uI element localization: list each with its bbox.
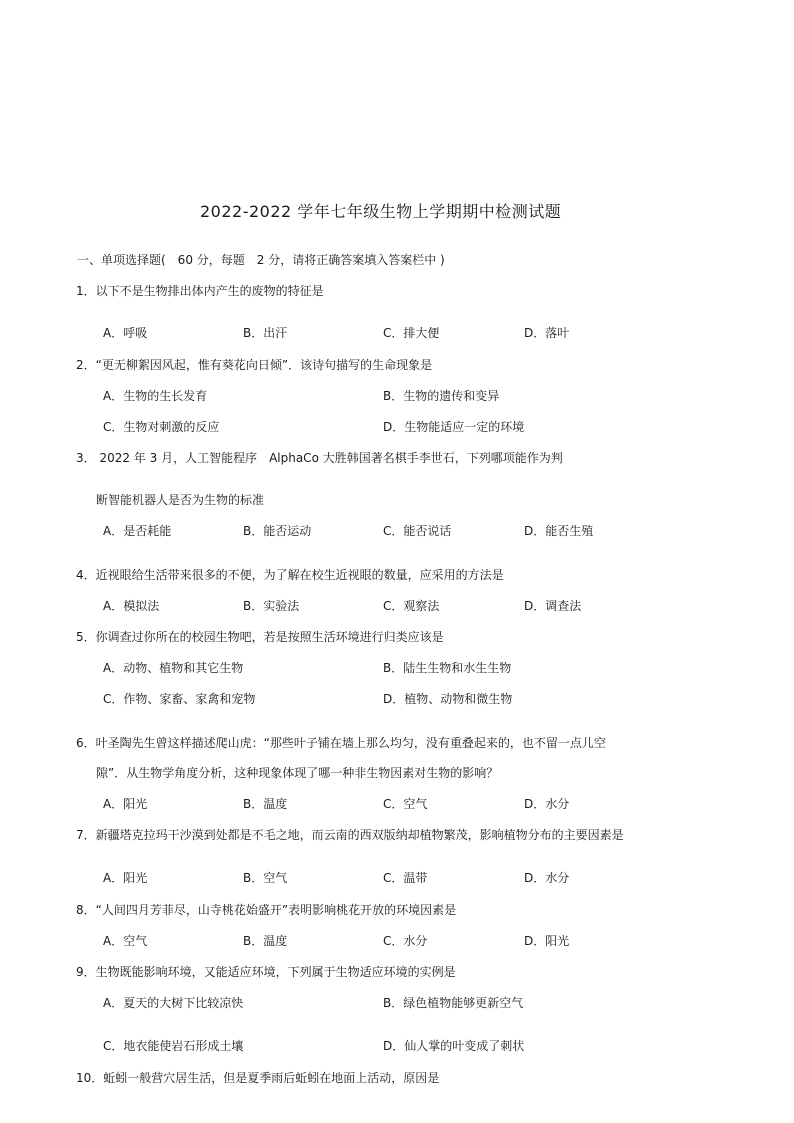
option-d: D．调查法 [524, 599, 582, 613]
question-stem: 6．叶圣陶先生曾这样描述爬山虎：“那些叶子铺在墙上那么均匀，没有重叠起来的，也不留一点儿空 [76, 736, 606, 750]
question-stem: 7．新疆塔克拉玛干沙漠到处都是不毛之地，而云南的西双版纳却植物繁茂，影响植物分布的主要因素是 [76, 828, 624, 842]
option-d: D．植物、动物和微生物 [383, 692, 513, 706]
option-a: A．阳光 [103, 797, 148, 811]
option-a: A．夏天的大树下比较凉快 [103, 996, 244, 1010]
option-c: C．生物对刺激的反应 [103, 420, 220, 434]
option-d: D．水分 [524, 797, 570, 811]
option-d: D．落叶 [524, 326, 570, 340]
option-b: B．能否运动 [243, 524, 312, 538]
question-stem: 1．以下不是生物排出体内产生的废物的特征是 [76, 284, 324, 298]
question-stem: 10．蚯蚓一般营穴居生活，但是夏季雨后蚯蚓在地面上活动，原因是 [76, 1071, 440, 1085]
option-b: B．温度 [243, 934, 288, 948]
option-b: B．空气 [243, 871, 288, 885]
option-c: C．地衣能使岩石形成土壤 [103, 1039, 244, 1053]
question-stem-continued: 隙”．从生物学角度分析，这种现象体现了哪一种非生物因素对生物的影响？ [96, 766, 499, 780]
option-c: C．作物、家畜、家禽和宠物 [103, 692, 256, 706]
question-stem: 5．你调查过你所在的校园生物吧，若是按照生活环境进行归类应该是 [76, 630, 444, 644]
question-stem: 4．近视眼给生活带来很多的不便，为了解在校生近视眼的数量，应采用的方法是 [76, 568, 504, 582]
option-a: A．动物、植物和其它生物 [103, 661, 244, 675]
option-c: C．空气 [383, 797, 428, 811]
option-b: B．实验法 [243, 599, 300, 613]
option-d: D．仙人掌的叶变成了刺状 [383, 1039, 525, 1053]
option-d: D．水分 [524, 871, 570, 885]
question-stem: 8．“人间四月芳菲尽，山寺桃花始盛开”表明影响桃花开放的环境因素是 [76, 903, 457, 917]
option-b: B．绿色植物能够更新空气 [383, 996, 524, 1010]
question-stem: 3． 2022 年 3 月，人工智能程序 AlphaCo 大胜韩国著名棋手李世石，下列哪项能作为判 [76, 451, 563, 465]
question-stem-continued: 断智能机器人是否为生物的标准 [96, 493, 265, 507]
option-c: C．排大便 [383, 326, 440, 340]
option-b: B．陆生生物和水生生物 [383, 661, 512, 675]
option-c: C．温带 [383, 871, 428, 885]
option-b: B．温度 [243, 797, 288, 811]
option-a: A．阳光 [103, 871, 148, 885]
page-title: 2022-2022 学年七年级生物上学期期中检测试题 [200, 202, 562, 221]
option-c: C．能否说话 [383, 524, 452, 538]
option-b: B．生物的遗传和变异 [383, 389, 500, 403]
option-a: A．是否耗能 [103, 524, 172, 538]
section-heading: 一、单项选择题( 60 分，每题 2 分，请将正确答案填入答案栏中 ) [77, 253, 445, 267]
option-a: A．模拟法 [103, 599, 160, 613]
question-stem: 9．生物既能影响环境，又能适应环境，下列属于生物适应环境的实例是 [76, 965, 456, 979]
option-c: C．水分 [383, 934, 428, 948]
option-a: A．呼吸 [103, 326, 148, 340]
question-stem: 2．“更无柳絮因风起，惟有葵花向日倾”．该诗句描写的生命现象是 [76, 358, 433, 372]
option-a: A．空气 [103, 934, 148, 948]
option-b: B．出汗 [243, 326, 288, 340]
option-a: A．生物的生长发育 [103, 389, 208, 403]
option-d: D．生物能适应一定的环境 [383, 420, 525, 434]
option-d: D．能否生殖 [524, 524, 594, 538]
option-d: D．阳光 [524, 934, 570, 948]
option-c: C．观察法 [383, 599, 440, 613]
